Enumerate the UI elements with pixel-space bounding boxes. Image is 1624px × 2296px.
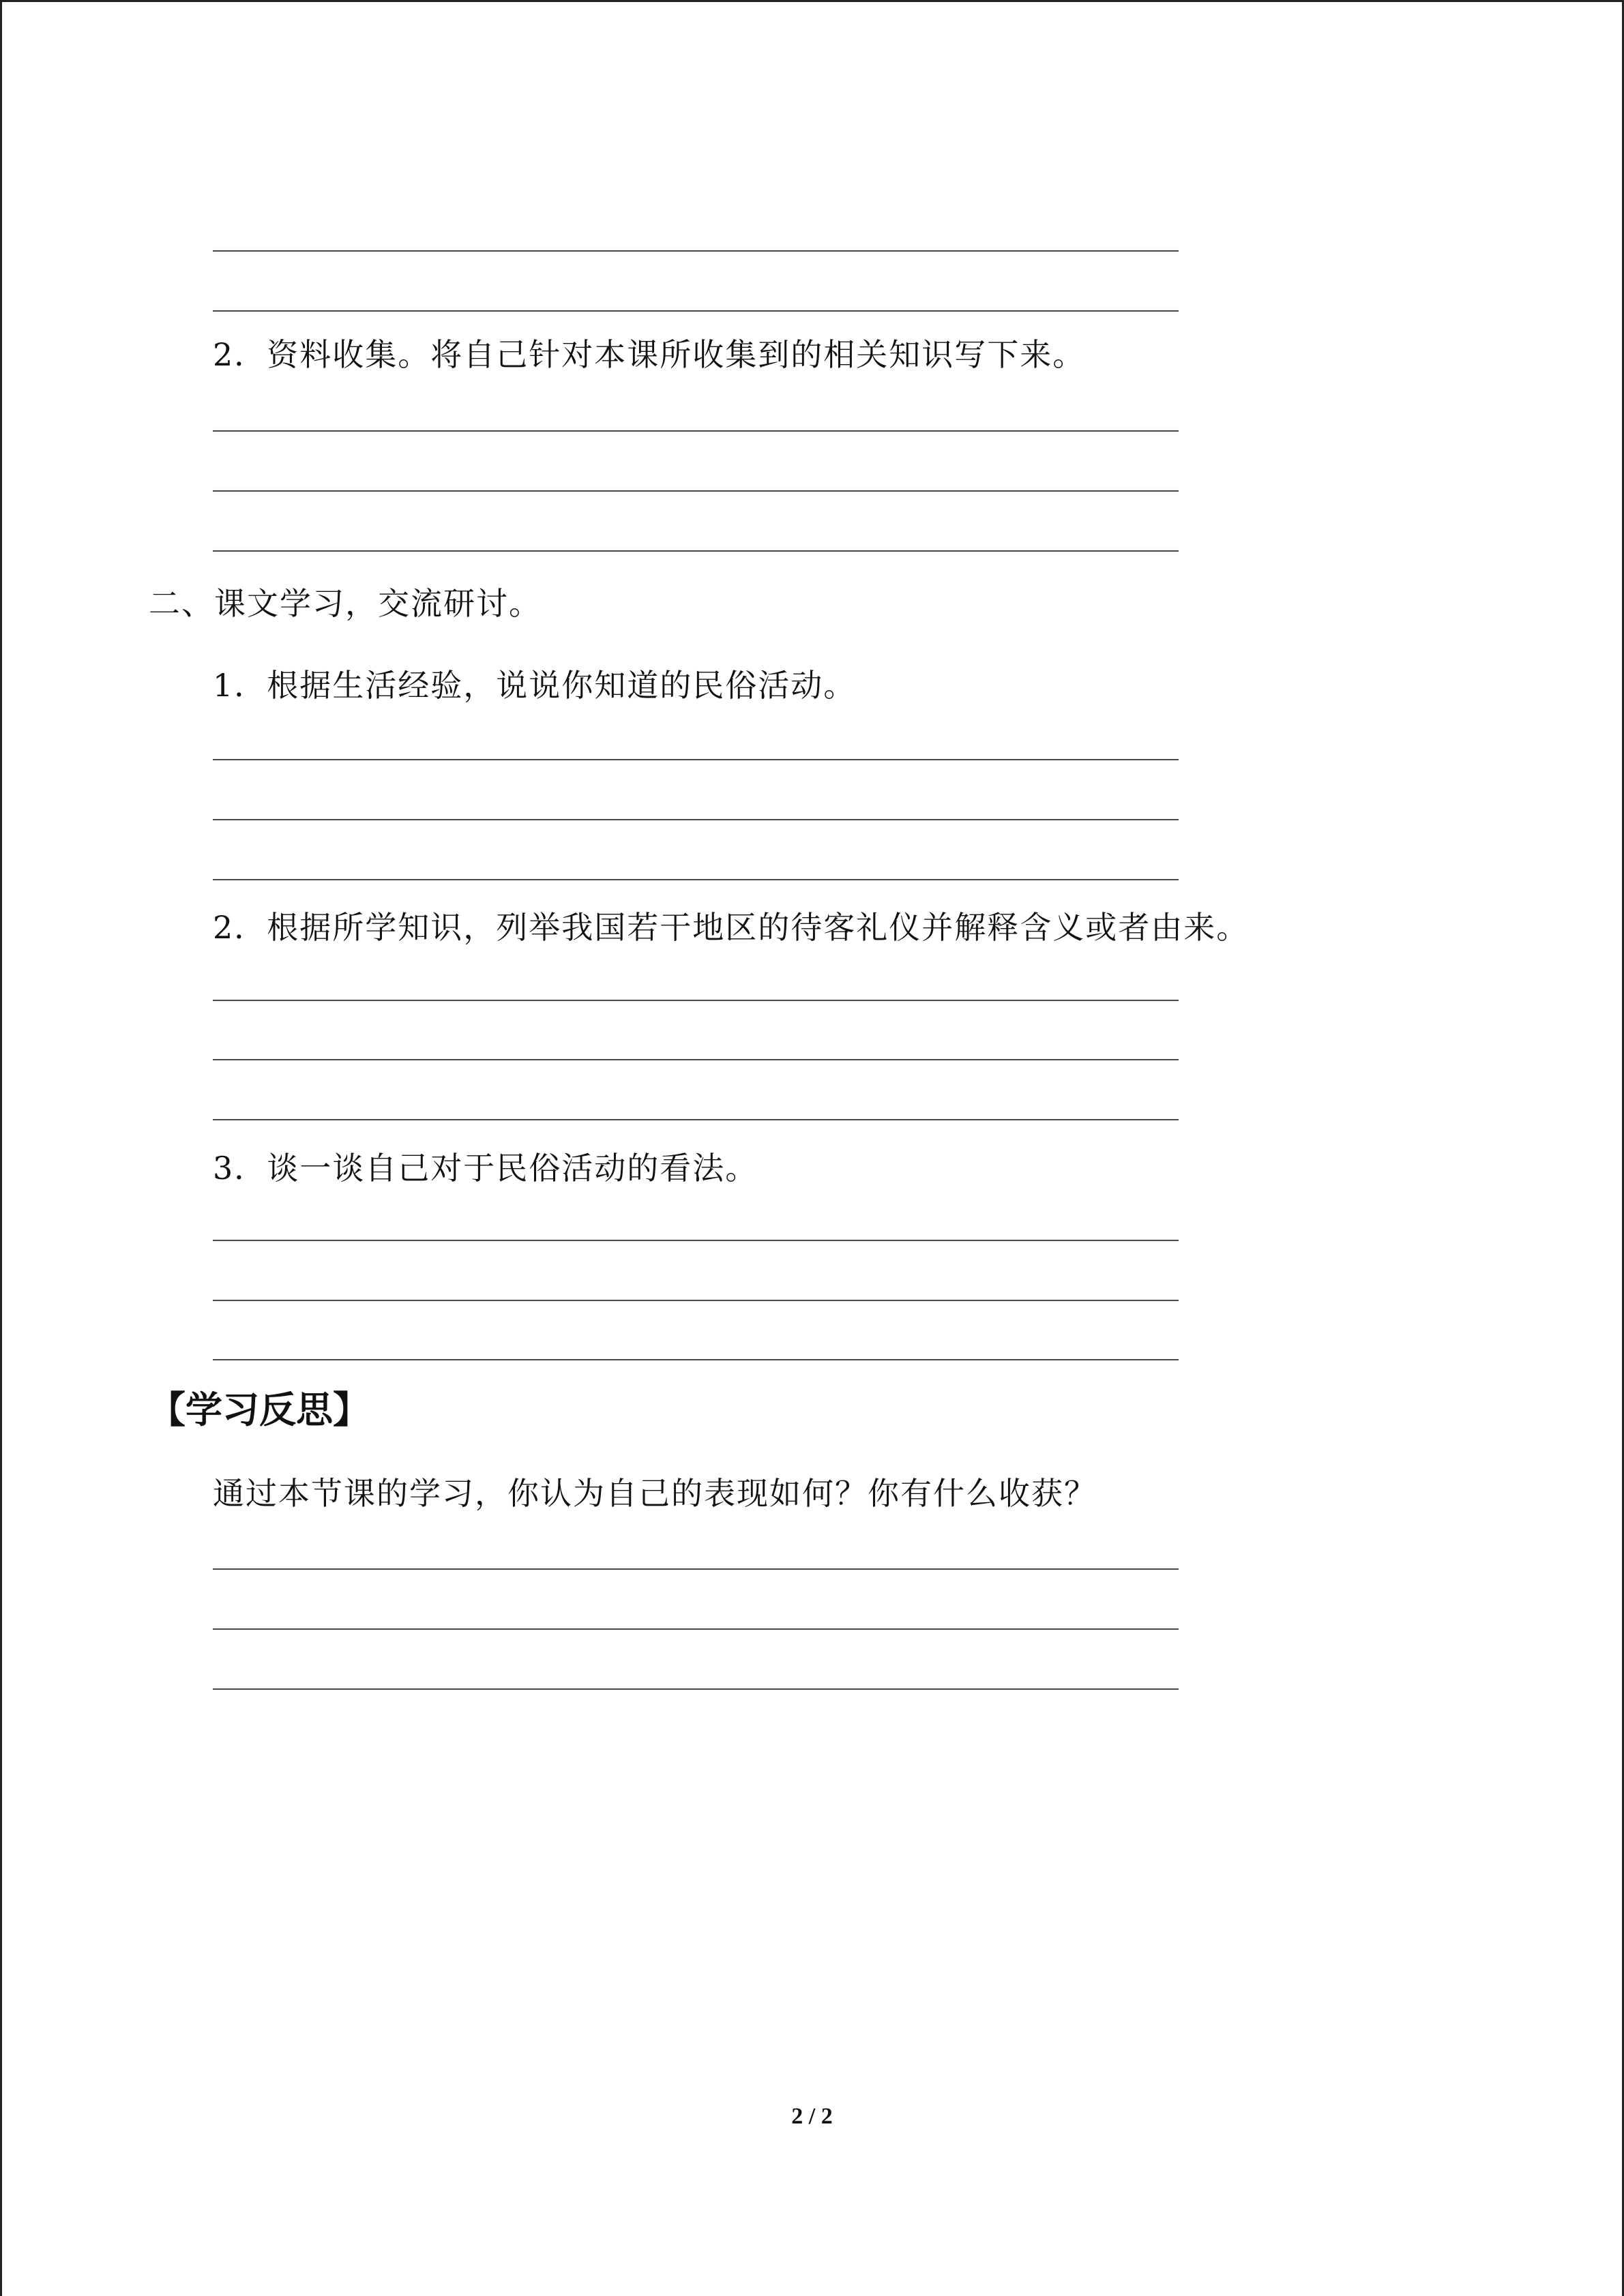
answer-line[interactable] xyxy=(213,759,1179,760)
answer-line[interactable] xyxy=(213,1688,1179,1690)
answer-line[interactable] xyxy=(213,310,1179,312)
answer-line[interactable] xyxy=(213,1240,1179,1241)
answer-line[interactable] xyxy=(213,1059,1179,1060)
answer-line[interactable] xyxy=(213,1359,1179,1360)
reflection-prompt: 通过本节课的学习，你认为自己的表现如何？你有什么收获？ xyxy=(213,1475,1097,1512)
page-number: 2 / 2 xyxy=(791,2104,833,2129)
answer-line[interactable] xyxy=(213,1300,1179,1301)
answer-line[interactable] xyxy=(213,430,1179,432)
question-1: 1．根据生活经验，说说你知道的民俗活动。 xyxy=(213,667,857,704)
answer-line[interactable] xyxy=(213,879,1179,880)
section-heading-two: 二、课文学习，交流研讨。 xyxy=(149,585,542,622)
answer-line[interactable] xyxy=(213,1119,1179,1120)
question-2: 2．根据所学知识，列举我国若干地区的待客礼仪并解释含义或者由来。 xyxy=(213,909,1250,946)
answer-line[interactable] xyxy=(213,1000,1179,1001)
question-3: 3．谈一谈自己对于民俗活动的看法。 xyxy=(213,1150,758,1187)
question-data-collection: 2．资料收集。将自己针对本课所收集到的相关知识写下来。 xyxy=(213,336,1086,373)
answer-line[interactable] xyxy=(213,819,1179,820)
answer-line[interactable] xyxy=(213,1568,1179,1570)
reflection-heading: 【学习反思】 xyxy=(149,1388,370,1431)
answer-line[interactable] xyxy=(213,1628,1179,1630)
page-border-top xyxy=(0,0,1624,2)
answer-line[interactable] xyxy=(213,490,1179,492)
answer-line[interactable] xyxy=(213,550,1179,552)
page-border-left xyxy=(0,0,2,2296)
answer-line[interactable] xyxy=(213,250,1179,252)
